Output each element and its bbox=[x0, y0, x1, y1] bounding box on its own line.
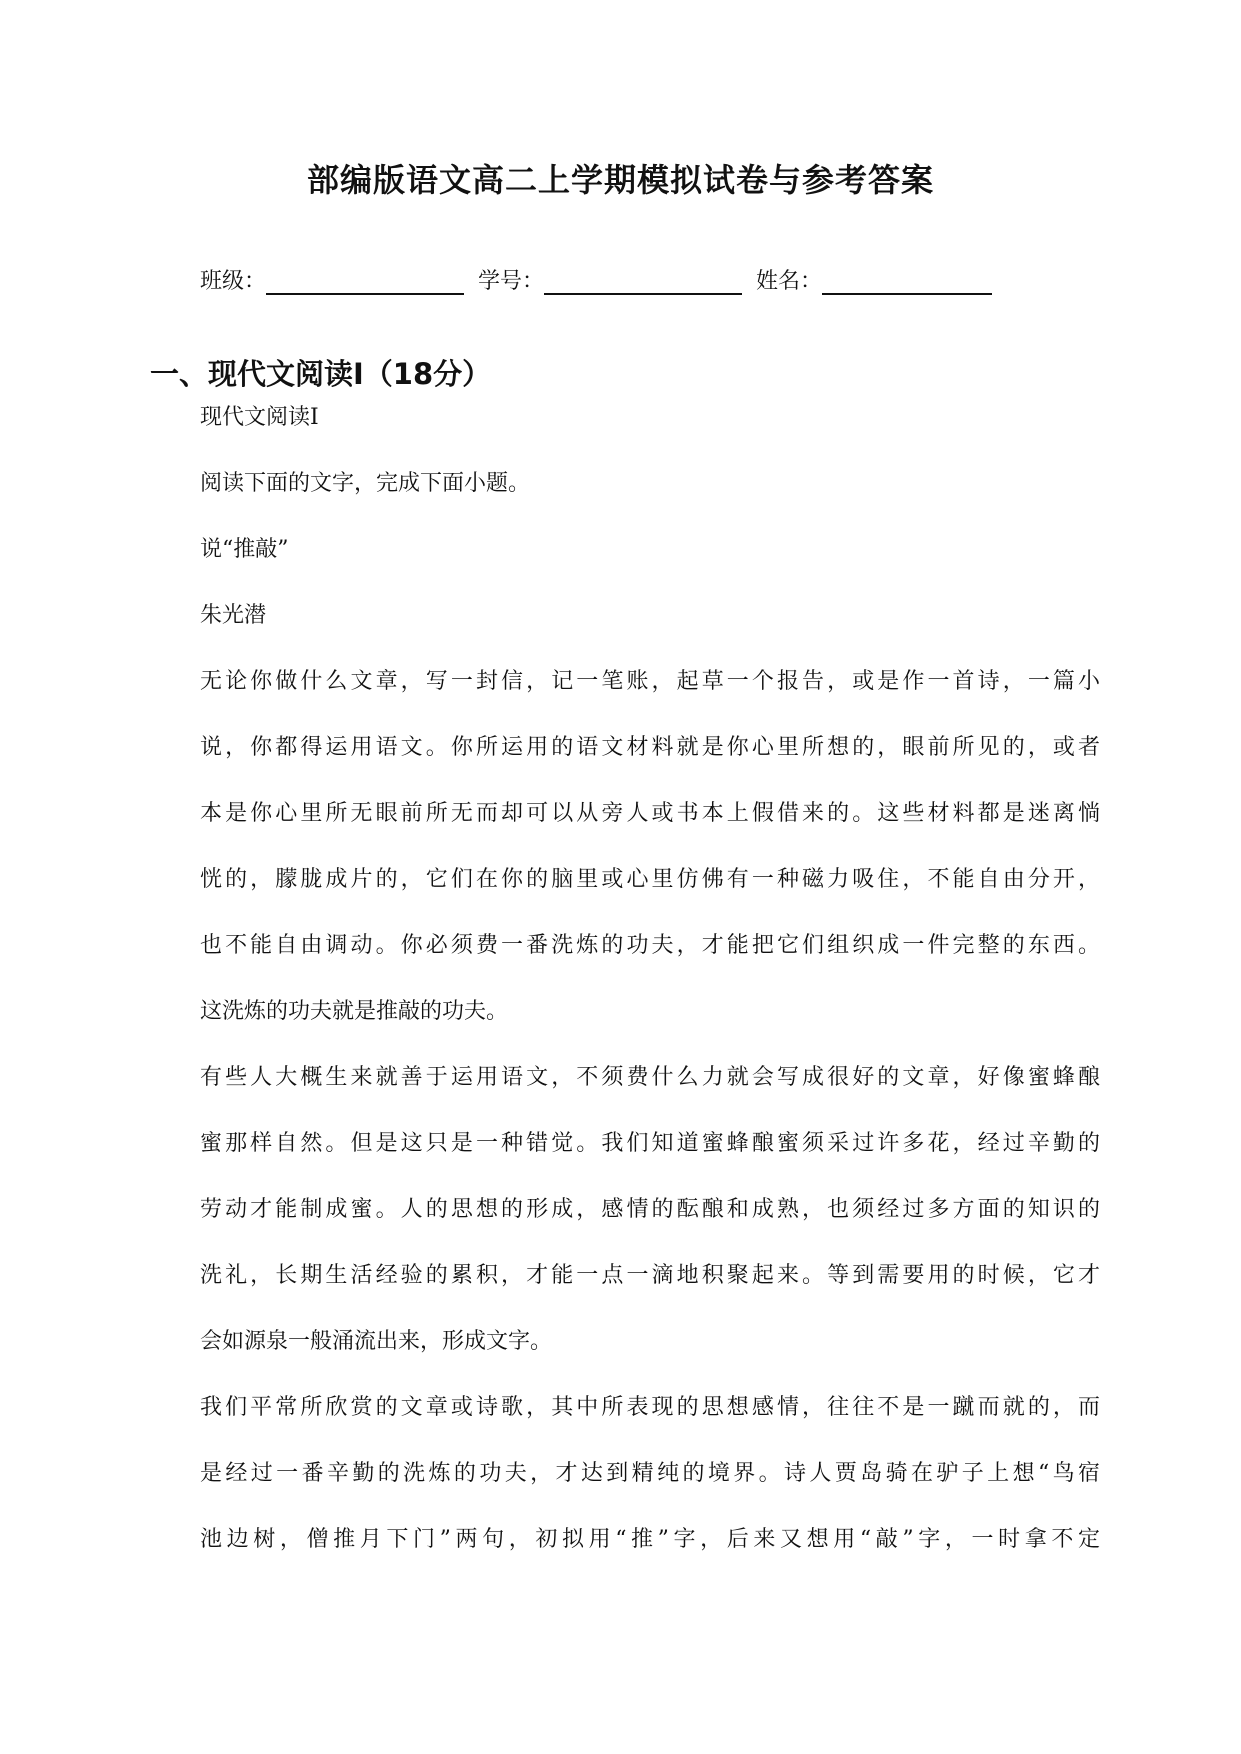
paragraph-line: 洗礼，长期生活经验的累积，才能一点一滴地积聚起来。等到需要用的时候，它才 bbox=[200, 1263, 1100, 1288]
student-number-label: 学号： bbox=[478, 269, 545, 294]
article-title: 说“推敲” bbox=[200, 537, 289, 562]
class-label: 班级： bbox=[200, 269, 267, 294]
student-number-field[interactable] bbox=[544, 271, 742, 295]
name-field[interactable] bbox=[822, 271, 992, 295]
section-heading: 一、现代文阅读Ⅰ（18分） bbox=[150, 357, 492, 391]
paragraph-line: 这洗炼的功夫就是推敲的功夫。 bbox=[200, 999, 509, 1024]
reading-passage bbox=[200, 385, 1100, 1573]
paragraph-line: 本是你心里所无眼前所无而却可以从旁人或书本上假借来的。这些材料都是迷离惝 bbox=[200, 801, 1100, 826]
paragraph-line: 蜜那样自然。但是这只是一种错觉。我们知道蜜蜂酿蜜须采过许多花，经过辛勤的 bbox=[200, 1131, 1100, 1156]
paragraph-line: 有些人大概生来就善于运用语文，不须费什么力就会写成很好的文章，好像蜜蜂酿 bbox=[200, 1065, 1100, 1090]
paragraph-line: 劳动才能制成蜜。人的思想的形成，感情的酝酿和成熟，也须经过多方面的知识的 bbox=[200, 1197, 1100, 1222]
paragraph-line: 池边树，僧推月下门”两句，初拟用“推”字，后来又想用“敲”字，一时拿不定 bbox=[200, 1527, 1100, 1552]
paragraph-line: 无论你做什么文章，写一封信，记一笔账，起草一个报告，或是作一首诗，一篇小 bbox=[200, 669, 1100, 694]
paragraph-line: 说，你都得运用语文。你所运用的语文材料就是你心里所想的，眼前所见的，或者 bbox=[200, 735, 1100, 760]
class-field[interactable] bbox=[266, 271, 464, 295]
paragraph-line: 会如源泉一般涌流出来，形成文字。 bbox=[200, 1329, 553, 1354]
document-title: 部编版语文高二上学期模拟试卷与参考答案 bbox=[306, 161, 934, 199]
paragraph-line: 是经过一番辛勤的洗炼的功夫，才达到精纯的境界。诗人贾岛骑在驴子上想“鸟宿 bbox=[200, 1461, 1100, 1486]
passage-label: 现代文阅读Ⅰ bbox=[200, 405, 319, 430]
instruction: 阅读下面的文字，完成下面小题。 bbox=[200, 471, 531, 496]
paragraph-line: 也不能自由调动。你必须费一番洗炼的功夫，才能把它们组织成一件完整的东西。 bbox=[200, 933, 1100, 958]
article-author: 朱光潜 bbox=[200, 603, 267, 628]
student-info-row bbox=[200, 264, 992, 295]
paragraph-line: 恍的，朦胧成片的，它们在你的脑里或心里仿佛有一种磁力吸住，不能自由分开， bbox=[200, 867, 1100, 892]
paragraph-line: 我们平常所欣赏的文章或诗歌，其中所表现的思想感情，往往不是一蹴而就的，而 bbox=[200, 1395, 1100, 1420]
name-label: 姓名： bbox=[756, 269, 823, 294]
